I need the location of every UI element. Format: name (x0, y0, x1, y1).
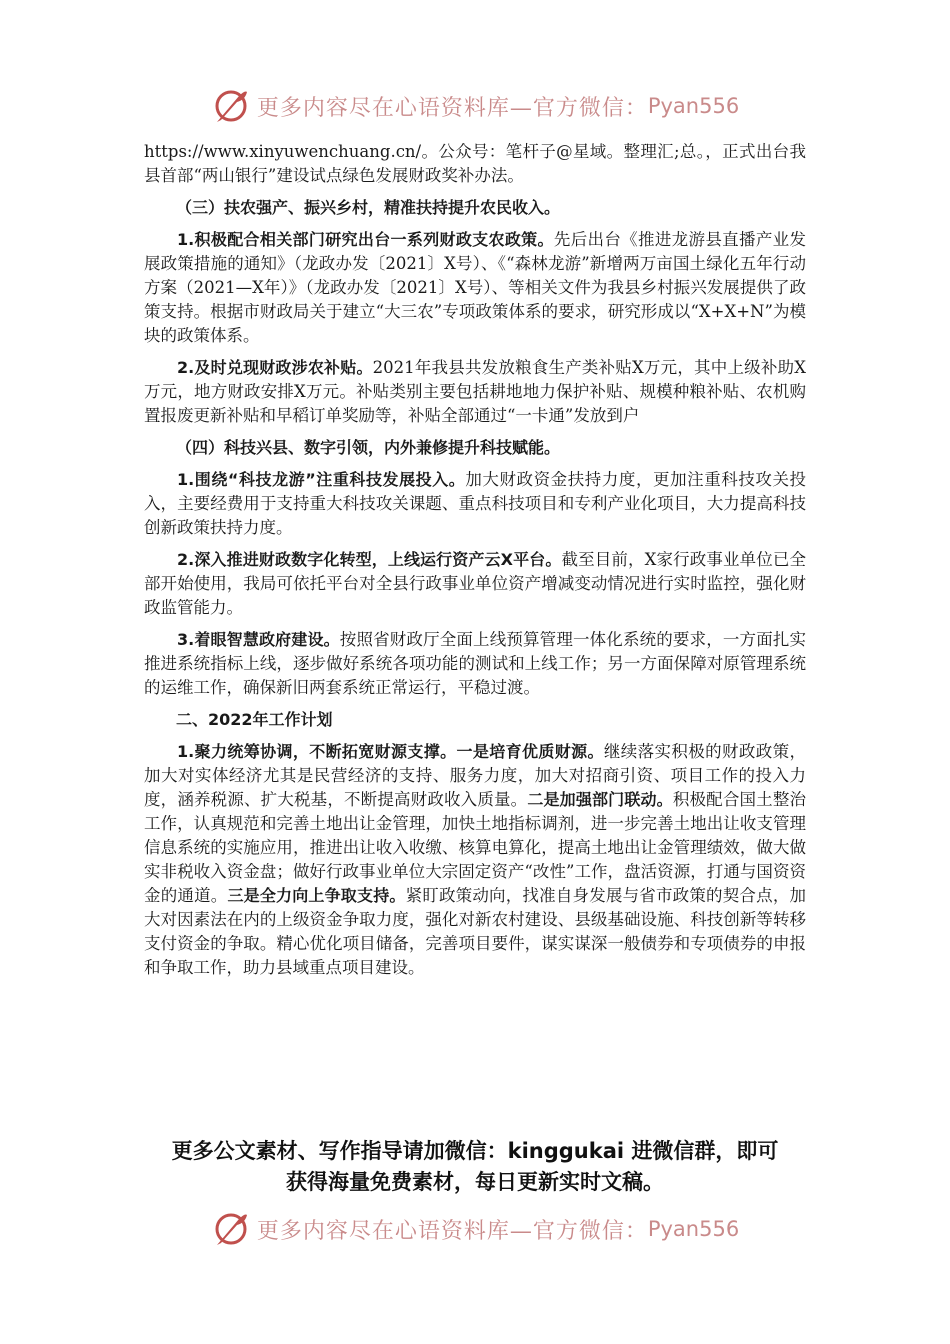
banner-wechat-id: Pyan556 (647, 94, 740, 118)
paragraph-lead: 1.积极配合相关部门研究出台一系列财政支农政策。 (177, 230, 554, 249)
promo-line: 获得海量免费素材，每日更新实时文稿。 (286, 1170, 664, 1194)
banner-text: 更多内容尽在心语资料库—官方微信： (256, 1218, 648, 1244)
promo-line: 更多公文素材、写作指导请加微信：kinggukai 进微信群，即可 (171, 1139, 779, 1163)
promo-note (120, 1136, 830, 1198)
banner-wechat-id: Pyan556 (647, 1217, 740, 1241)
paragraph-lead: 1.围绕“科技龙游”注重科技发展投入。 (177, 470, 466, 489)
feather-pen-icon (211, 1209, 251, 1249)
banner-text: 更多内容尽在心语资料库—官方微信： (256, 95, 648, 121)
section-heading-3: （三）扶农强产、振兴乡村，精准扶持提升农民收入。 (176, 198, 561, 217)
paragraph-text: 先后出台《推进龙游县直播产业发展政策措施的通知》（龙政办发〔2021〕X号）、《“森林龙游”新增两万亩国土绿化五年行动方案（2021—X年）》（龙政办发〔2021〕X号）、等相关文件为我县乡村振兴发展提供了政策支持。根据市财政局关于建立“大三农”专项政策体系的要求，研究形成以“X+X+N”为模块的政策体系。 (144, 230, 807, 345)
footer-banner (0, 1205, 950, 1253)
paragraph-lead: 三是全力向上争取支持。 (227, 886, 406, 905)
paragraph (144, 548, 806, 620)
paragraph-text: 继续落实积极的财政政策，加大对实体经济尤其是民营经济的支持、服务力度，加大对招商引资、项目工作的投入力度，涵养税源、扩大税基，不断提高财政收入质量。 (144, 742, 807, 809)
paragraph-lead: 1.聚力统筹协调，不断拓宽财源支撑。一是培育优质财源。 (177, 742, 604, 761)
header-banner (0, 82, 950, 130)
feather-pen-icon (211, 86, 251, 126)
paragraph-text: 2021年我县共发放粮食生产类补贴X万元，其中上级补助X万元，地方财政安排X万元。补贴类别主要包括耕地地力保护补贴、规模种粮补贴、农机购置报废更新补贴和早稻订单奖励等，补贴全部通过“一卡通”发放到户 (144, 358, 807, 425)
paragraph-lead: 二是加强部门联动。 (527, 790, 673, 809)
document-body (144, 140, 806, 988)
paragraph (144, 228, 806, 348)
paragraph: https://www.xinyuwenchuang.cn/。公众号：笔杆子@星域。整理汇;总。，正式出台我县首部“两山银行”建设试点绿色发展财政奖补办法。 (144, 142, 806, 185)
paragraph (144, 356, 806, 428)
paragraph-lead: 2.及时兑现财政涉农补贴。 (177, 358, 373, 377)
section-heading-2: 二、2022年工作计划 (176, 710, 333, 729)
paragraph-lead: 3.着眼智慧政府建设。 (177, 630, 340, 649)
paragraph-lead: 2.深入推进财政数字化转型，上线运行资产云X平台。 (177, 550, 562, 569)
paragraph (144, 468, 806, 540)
paragraph-text: 紧盯政策动向，找准自身发展与省市政策的契合点，加大对因素法在内的上级资金争取力度，强化对新农村建设、县级基础设施、科技创新等转移支付资金的争取。精心优化项目储备，完善项目要件，谋实谋深一般债券和专项债券的申报和争取工作，助力县域重点项目建设。 (144, 886, 807, 977)
paragraph-text: 截至目前，X家行政事业单位已全部开始使用，我局可依托平台对全县行政事业单位资产增减变动情况进行实时监控，强化财政监管能力。 (144, 550, 806, 617)
paragraph-text: 加大财政资金扶持力度，更加注重科技攻关投入，主要经费用于支持重大科技攻关课题、重点科技项目和专利产业化项目，大力提高科技创新政策扶持力度。 (144, 470, 806, 537)
section-heading-4: （四）科技兴县、数字引领，内外兼修提升科技赋能。 (176, 438, 561, 457)
paragraph (144, 628, 806, 700)
paragraph-text: 按照省财政厅全面上线预算管理一体化系统的要求，一方面扎实推进系统指标上线，逐步做好系统各项功能的测试和上线工作；另一方面保障对原管理系统的运维工作，确保新旧两套系统正常运行，平稳过渡。 (144, 630, 806, 697)
paragraph-text: 积极配合国土整治工作，认真规范和完善土地出让金管理，加快土地指标调剂，进一步完善土地出让收支管理信息系统的实施应用，推进出让收入收缴、核算电算化，提高土地出让金管理绩效，做大做实非税收入资金盘；做好行政事业单位大宗固定资产“改性”工作，盘活资源，打通与国资资金的通道。 (144, 790, 806, 905)
paragraph (144, 740, 806, 980)
